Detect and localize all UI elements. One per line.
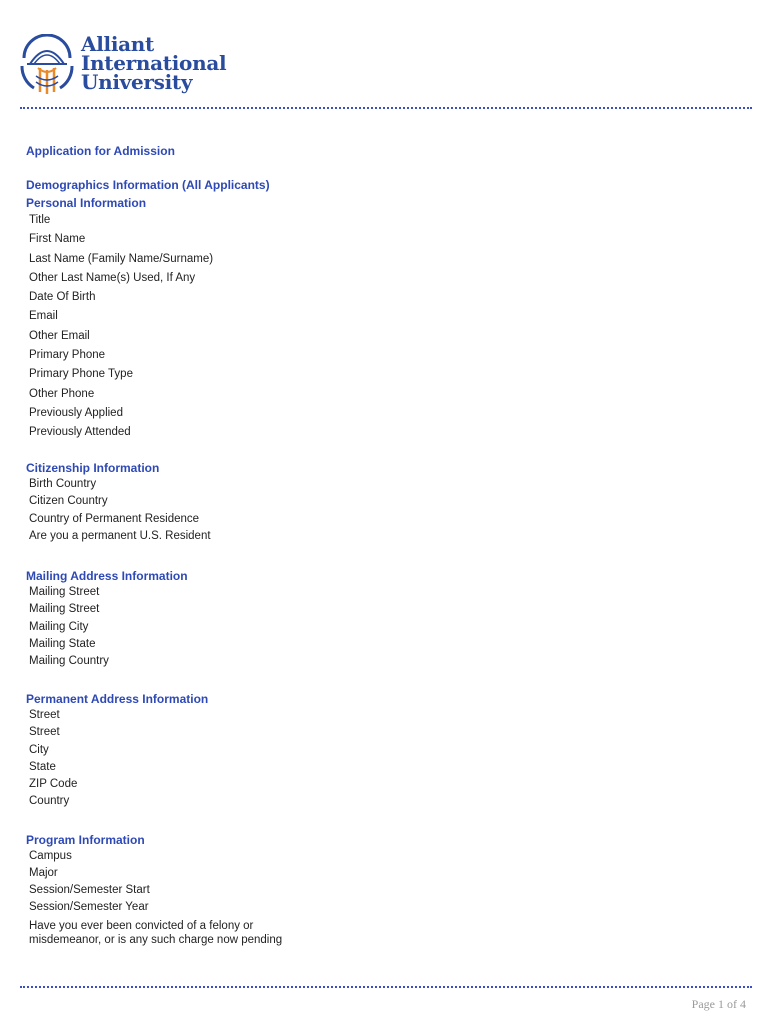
field-label: Major <box>29 867 58 879</box>
field-label: Previously Attended <box>29 426 131 439</box>
field-label: Other Last Name(s) Used, If Any <box>29 271 196 284</box>
section-heading-program: Program Information <box>26 833 145 847</box>
field-label: Street <box>29 709 60 721</box>
header-divider <box>20 107 752 109</box>
field-label: Have you ever been convicted of a felony or misdemeanor, or is any such charge now pending <box>29 920 283 946</box>
field-label: Street <box>29 726 60 739</box>
logo-line-2: International <box>81 51 227 75</box>
demographics-title: Demographics Information (All Applicants) <box>26 178 270 192</box>
field-label: Other Email <box>29 329 90 342</box>
section-heading-mailing: Mailing Address Information <box>26 569 188 583</box>
university-logo-icon <box>18 34 76 96</box>
field-label: Birth Country <box>29 478 97 490</box>
university-name <box>81 32 227 94</box>
field-label: Primary Phone <box>29 349 106 362</box>
field-label: Other Phone <box>29 387 95 400</box>
field-label: First Name <box>29 233 86 246</box>
field-label: Country of Permanent Residence <box>29 512 200 525</box>
page-header <box>18 30 258 104</box>
field-label: State <box>29 760 56 773</box>
personal-information-section <box>26 195 213 443</box>
document-title: Application for Admission <box>26 144 175 158</box>
footer-divider <box>20 986 752 988</box>
page-number: Page 1 of 4 <box>691 997 746 1011</box>
field-label: Mailing Street <box>29 603 100 616</box>
program-information-section <box>26 832 289 947</box>
section-heading-permanent: Permanent Address Information <box>26 692 209 706</box>
section-heading-citizenship: Citizenship Information <box>26 461 160 475</box>
field-label: Country <box>29 795 70 808</box>
field-label: Previously Applied <box>29 406 123 419</box>
logo-line-1: Alliant <box>81 32 154 56</box>
field-label: Session/Semester Start <box>29 884 150 896</box>
field-label: City <box>29 743 49 756</box>
field-label: Campus <box>29 850 72 862</box>
field-label: Primary Phone Type <box>29 368 133 381</box>
field-label: Mailing Country <box>29 655 109 668</box>
field-label: Title <box>29 214 51 226</box>
field-label: Citizen Country <box>29 495 108 508</box>
field-label: Mailing State <box>29 637 96 650</box>
field-label: Mailing Street <box>29 586 100 598</box>
logo-line-3: University <box>81 70 193 94</box>
field-label: Session/Semester Year <box>29 901 149 913</box>
section-heading-personal: Personal Information <box>26 196 147 210</box>
field-label: Date Of Birth <box>29 291 96 304</box>
field-label: Email <box>29 310 58 323</box>
field-label: Last Name (Family Name/Surname) <box>29 252 214 265</box>
mailing-address-section <box>26 568 188 670</box>
permanent-address-section <box>26 691 208 811</box>
citizenship-information-section <box>26 460 211 545</box>
field-label: Mailing City <box>29 620 89 633</box>
field-label: ZIP Code <box>29 778 78 791</box>
field-label: Are you a permanent U.S. Resident <box>29 529 211 542</box>
